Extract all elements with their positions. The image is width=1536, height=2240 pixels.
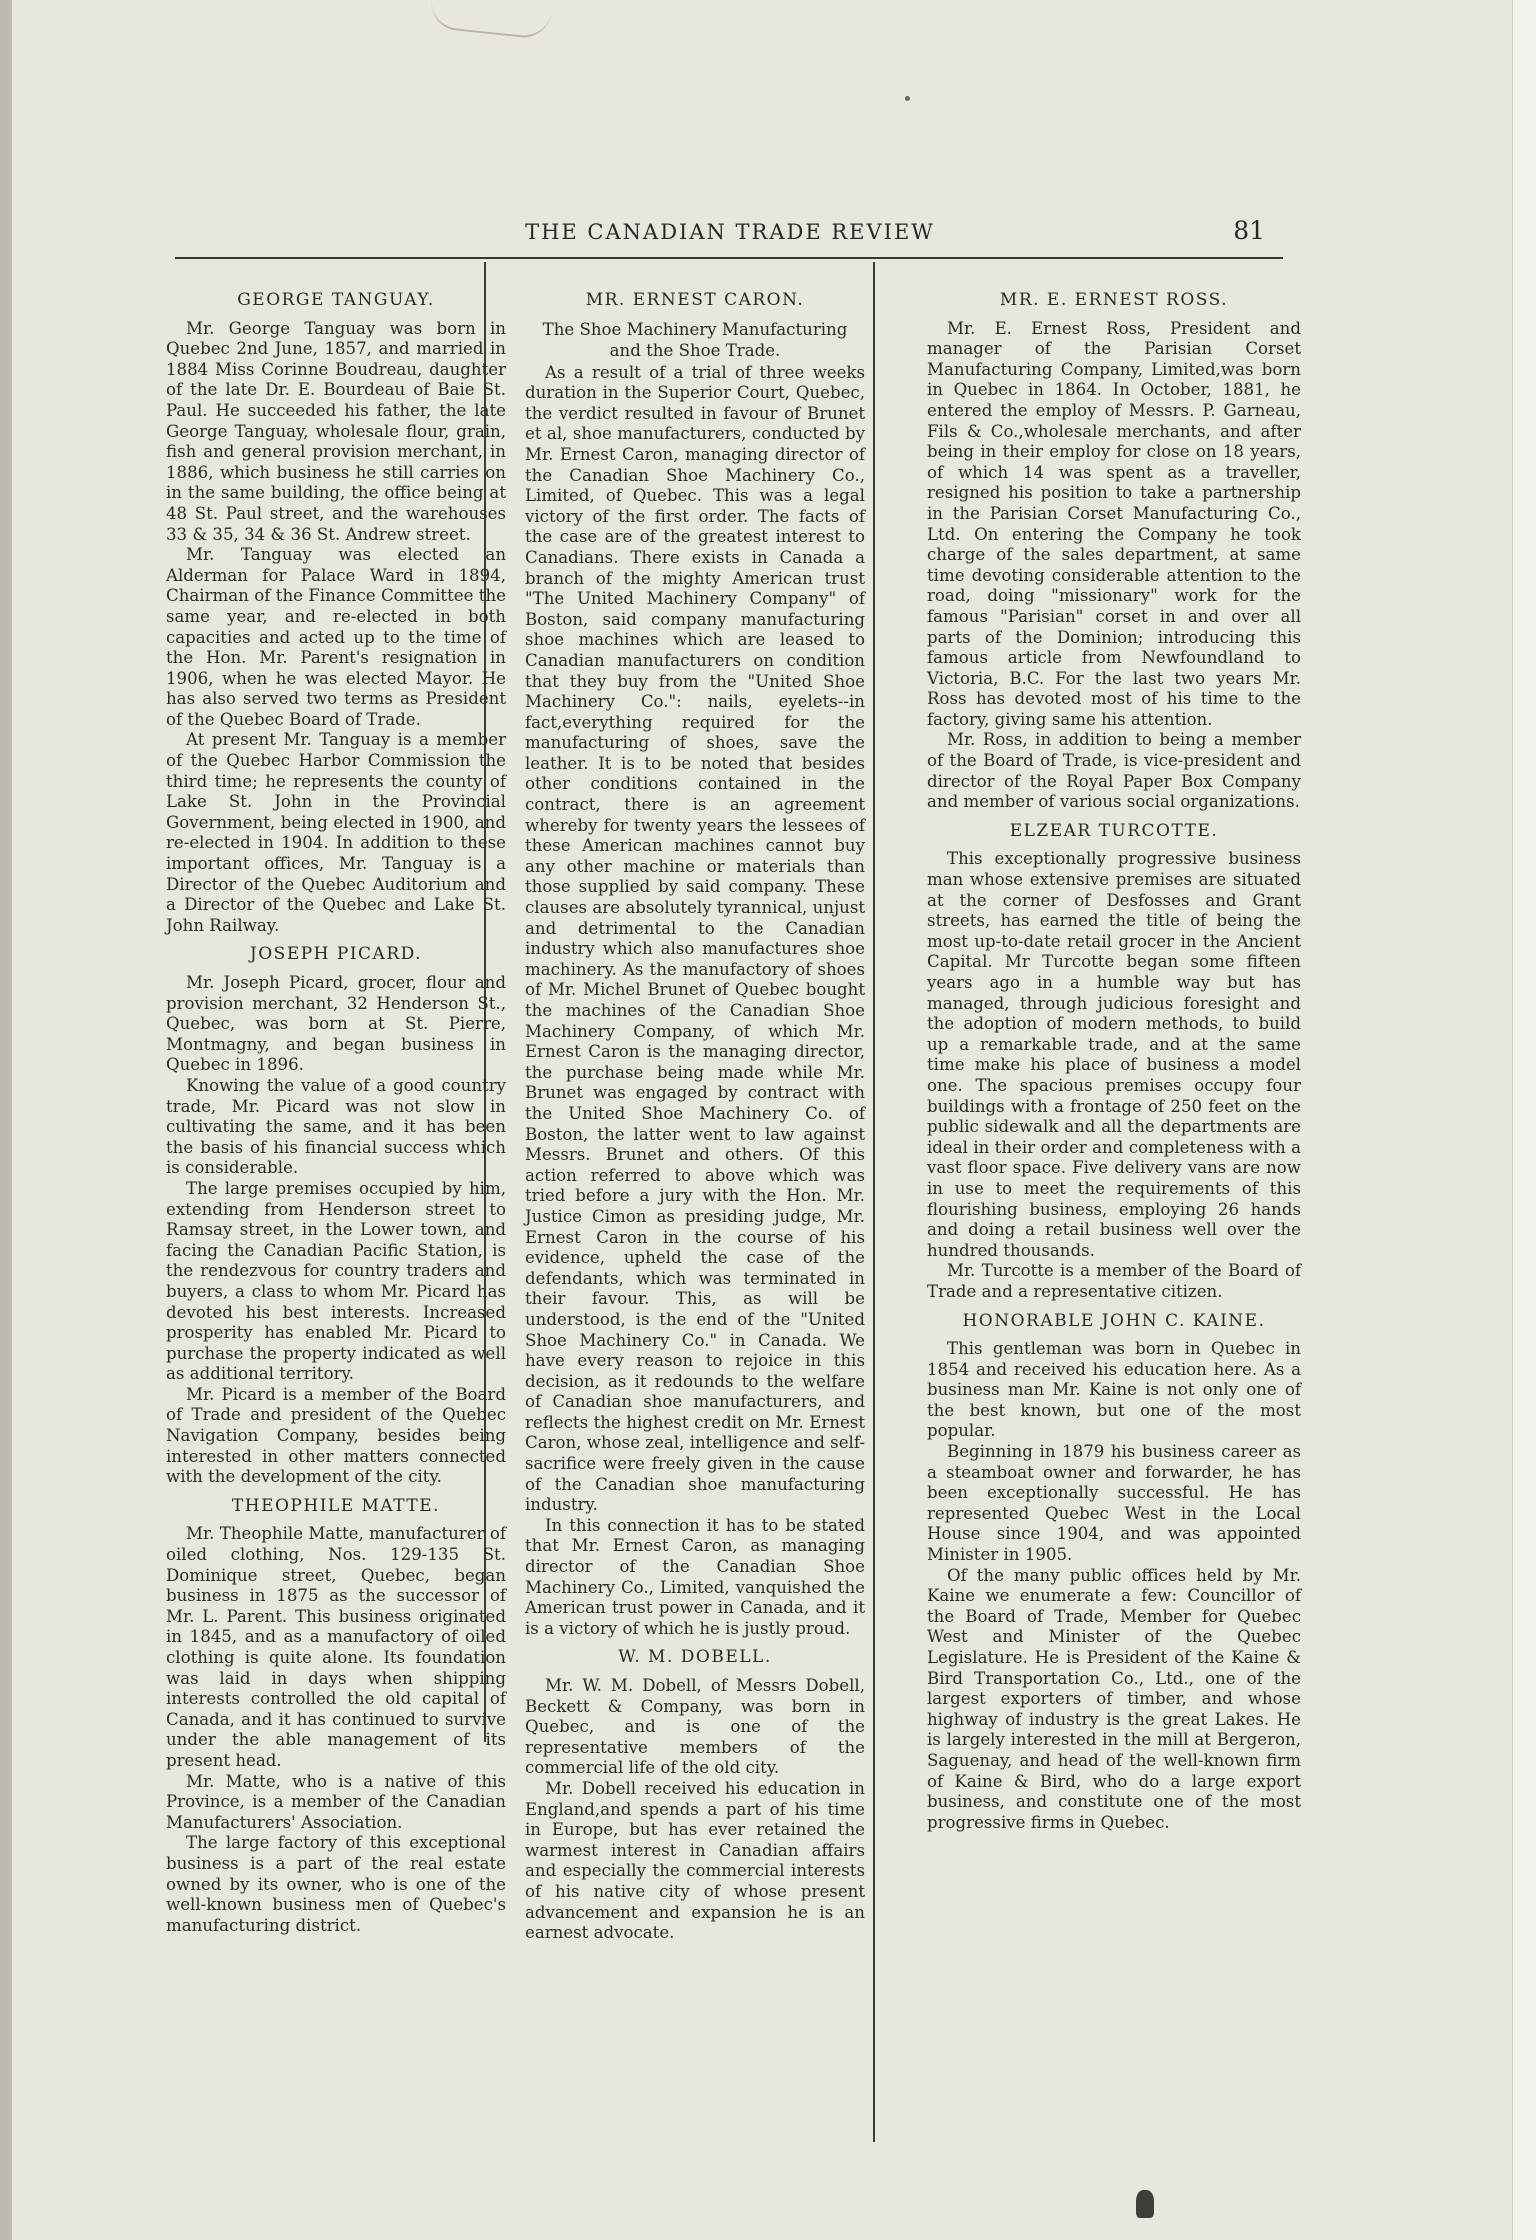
- paragraph: As a result of a trial of three weeks duration in the Superior Court, Quebec, the verdict resulted in favour of Brunet et al, shoe manufacturers, conducted by Mr. Ernest Caron, managing director of the Canadian Shoe Machinery Co., Limited, of Quebec. This was a legal victory of the first order. The facts of the case are of the greatest interest to Canadians. There exists in Canada a branch of the mighty American trust "The United Machinery Company" of Boston, said company manufacturing shoe machines which are leased to Canadian manufacturers on condition that they buy from the "United Shoe Machinery Co.": nails, eyelets--in fact,everything required for the manufacturing of shoes, save the leather. It is to be noted that besides other conditions contained in the contract, there is an agreement whereby for twenty years the lessees of these American machines cannot buy any other machine or materials than those supplied by said company. These clauses are absolutely tyrannical, unjust and detrimental to the Canadian industry which also manufactures shoe machinery. As the manufactory of shoes of Mr. Michel Brunet of Quebec bought the machines of the Canadian Shoe Machinery Company, of which Mr. Ernest Caron is the managing director, the purchase being made while Mr. Brunet was engaged by contract with the United Shoe Machinery Co. of Boston, the latter went to law against Messrs. Brunet and others. Of this action referred to above which was tried before a jury with the Hon. Mr. Justice Cimon as presiding judge, Mr. Ernest Caron in the course of his evidence, upheld the case of the defendants, which was terminated in their favour. This, as will be understood, is the end of the "United Shoe Machinery Co." in Canada. We have every reason to rejoice in this decision, as it redounds to the welfare of Canadian shoe manufacturers, and reflects the highest credit on Mr. Ernest Caron, whose zeal, intelligence and self-sacrifice were freely given in the cause of the Canadian shoe manufacturing industry.: [525, 362, 865, 1515]
- paragraph: Mr. Joseph Picard, grocer, flour and provision merchant, 32 Henderson St., Quebec, was born at St. Pierre, Montmagny, and began business in Quebec in 1896.: [166, 973, 506, 1075]
- article-heading-caron: MR. ERNEST CARON.: [585, 290, 805, 310]
- article-heading-picard: JOSEPH PICARD.: [249, 944, 423, 965]
- binding-mark: [1136, 2190, 1154, 2218]
- scan-artifact: [429, 0, 551, 40]
- paragraph: At present Mr. Tanguay is a member of the Quebec Harbor Commission the third time; he represents the county of Lake St. John in the Provincial Government, being elected in 1900, and re-elected in 1904. In addition to these important offices, Mr. Tanguay is a Director of the Quebec Auditorium and a Director of the Quebec and Lake St. John Railway.: [166, 730, 506, 935]
- paragraph: Of the many public offices held by Mr. Kaine we enumerate a few: Councillor of the Board of Trade, Member for Quebec West and Minister of the Quebec Legislature. He is President of the Kaine & Bird Transportation Co., Ltd., one of the largest exporters of timber, and whose highway of industry is the great Lakes. He is largely interested in the mill at Bergeron, Saguenay, and head of the well-known firm of Kaine & Bird, who do a large export business, and constitute one of the most progressive firms in Quebec.: [927, 1565, 1301, 1832]
- article-heading-ross: MR. E. ERNEST ROSS.: [999, 290, 1229, 310]
- paragraph: Knowing the value of a good country trade, Mr. Picard was not slow in cultivating the same, and it has been the basis of his financial success which is considerable.: [166, 1075, 506, 1178]
- paragraph: The large factory of this exceptional business is a part of the real estate owned by its owner, who is one of the well-known business men of Quebec's manufacturing district.: [166, 1833, 506, 1935]
- article-heading-turcotte: ELZEAR TURCOTTE.: [1009, 820, 1219, 841]
- scan-speck: [905, 96, 910, 101]
- paragraph: The large premises occupied by him, extending from Henderson street to Ramsay street, in the Lower town, and facing the Canadian Pacific Station, is the rendezvous for country traders and buyers, a class to whom Mr. Picard has devoted his best interests. Increased prosperity has enabled Mr. Picard to purchase the property indicated as well as additional territory.: [166, 1178, 506, 1384]
- column-3: [927, 282, 1301, 1833]
- paragraph: In this connection it has to be stated that Mr. Ernest Caron, as managing director of the Canadian Shoe Machinery Co., Limited, vanquished the American trust power in Canada, and it is a victory of which he is justly proud.: [525, 1515, 865, 1638]
- paragraph: Mr. George Tanguay was born in Quebec 2nd June, 1857, and married in 1884 Miss Corinne Boudreau, daughter of the late Dr. E. Bourdeau of Baie St. Paul. He succeeded his father, the late George Tanguay, wholesale flour, grain, fish and general provision merchant, in 1886, which business he still carries on in the same building, the office being at 48 St. Paul street, and the warehouses 33 & 35, 34 & 36 St. Andrew street.: [166, 318, 506, 544]
- article-subheading-caron: The Shoe Machinery Manufacturing and the Shoe Trade.: [542, 319, 848, 360]
- paragraph: This exceptionally progressive business man whose extensive premises are situated at the corner of Desfosses and Grant streets, has earned the title of being the most up-to-date retail grocer in the Ancient Capital. Mr Turcotte began some fifteen years ago in a humble way but has managed, through judicious foresight and the adoption of modern methods, to build up a remarkable trade, and at the same time make his place of business a model one. The spacious premises occupy four buildings with a frontage of 250 feet on the public sidewalk and all the departments are ideal in their order and completeness with a vast floor space. Five delivery vans are now in use to meet the requirements of this flourishing business, employing 26 hands and doing a retail business well over the hundred thousands.: [927, 849, 1301, 1260]
- paragraph: Mr. W. M. Dobell, of Messrs Dobell, Beckett & Company, was born in Quebec, and is one of the representative members of the commercial life of the old city.: [525, 1676, 865, 1778]
- article-heading-kaine: HONORABLE JOHN C. KAINE.: [962, 1310, 1266, 1331]
- running-title: THE CANADIAN TRADE REVIEW: [525, 220, 935, 244]
- paragraph: Mr. Matte, who is a native of this Province, is a member of the Canadian Manufacturers' Association.: [166, 1771, 506, 1832]
- paragraph: Mr. Picard is a member of the Board of Trade and president of the Quebec Navigation Company, besides being interested in other matters connected with the development of the city.: [166, 1384, 506, 1487]
- article-heading-dobell: W. M. DOBELL.: [618, 1647, 772, 1668]
- paragraph: Mr. Tanguay was elected an Alderman for Palace Ward in 1894, Chairman of the Finance Committee the same year, and re-elected in both capacities and acted up to the time of the Hon. Mr. Parent's resignation in 1906, when he was elected Mayor. He has also served two terms as President of the Quebec Board of Trade.: [166, 545, 506, 729]
- paragraph: Mr. Dobell received his education in England,and spends a part of his time in Europe, but has ever retained the warmest interest in Canadian affairs and especially the commercial interests of his native city of whose present advancement and expansion he is an earnest advocate.: [525, 1778, 865, 1943]
- header-rule: [175, 257, 1283, 259]
- page-number: 81: [1233, 216, 1265, 245]
- page-left-edge: [0, 0, 12, 2240]
- page-right-edge: [1512, 0, 1536, 2240]
- article-heading-matte: THEOPHILE MATTE.: [231, 1495, 441, 1516]
- paragraph: Mr. Theophile Matte, manufacturer of oiled clothing, Nos. 129-135 St. Dominique street, Quebec, began business in 1875 as the successor of Mr. L. Parent. This business originated in 1845, and as a manufactory of oiled clothing is quite alone. Its foundation was laid in days when shipping interests controlled the old capital of Canada, and it has continued to survive under the able management of its present head.: [166, 1524, 506, 1770]
- paragraph: This gentleman was born in Quebec in 1854 and received his education here. As a business man Mr. Kaine is not only one of the best known, but one of the most popular.: [927, 1339, 1301, 1441]
- paragraph: Mr. Turcotte is a member of the Board of Trade and a representative citizen.: [927, 1261, 1301, 1301]
- article-heading-tanguay: GEORGE TANGUAY.: [237, 290, 435, 310]
- column-divider-2: [873, 262, 875, 2142]
- column-2: [525, 282, 865, 1944]
- page-header: [175, 216, 1285, 256]
- paragraph: Beginning in 1879 his business career as a steamboat owner and forwarder, he has been exceptionally successful. He has represented Quebec West in the Local House since 1904, and was appointed Minister in 1905.: [927, 1442, 1301, 1565]
- paragraph: Mr. Ross, in addition to being a member of the Board of Trade, is vice-president and director of the Royal Paper Box Company and member of various social organizations.: [927, 730, 1301, 812]
- column-1: [166, 282, 506, 1936]
- paragraph: Mr. E. Ernest Ross, President and manager of the Parisian Corset Manufacturing Company, Limited,was born in Quebec in 1864. In October, 1881, he entered the employ of Messrs. P. Garneau, Fils & Co.,wholesale merchants, and after being in their employ for close on 18 years, of which 14 was spent as a traveller, resigned his position to take a partnership in the Parisian Corset Manufacturing Co., Ltd. On entering the Company he took charge of the sales department, at same time devoting considerable attention to the road, doing "missionary" work for the famous "Parisian" corset in and over all parts of the Dominion; introducing this famous article from Newfoundland to Victoria, B.C. For the last two years Mr. Ross has devoted most of his time to the factory, giving same his attention.: [927, 318, 1301, 729]
